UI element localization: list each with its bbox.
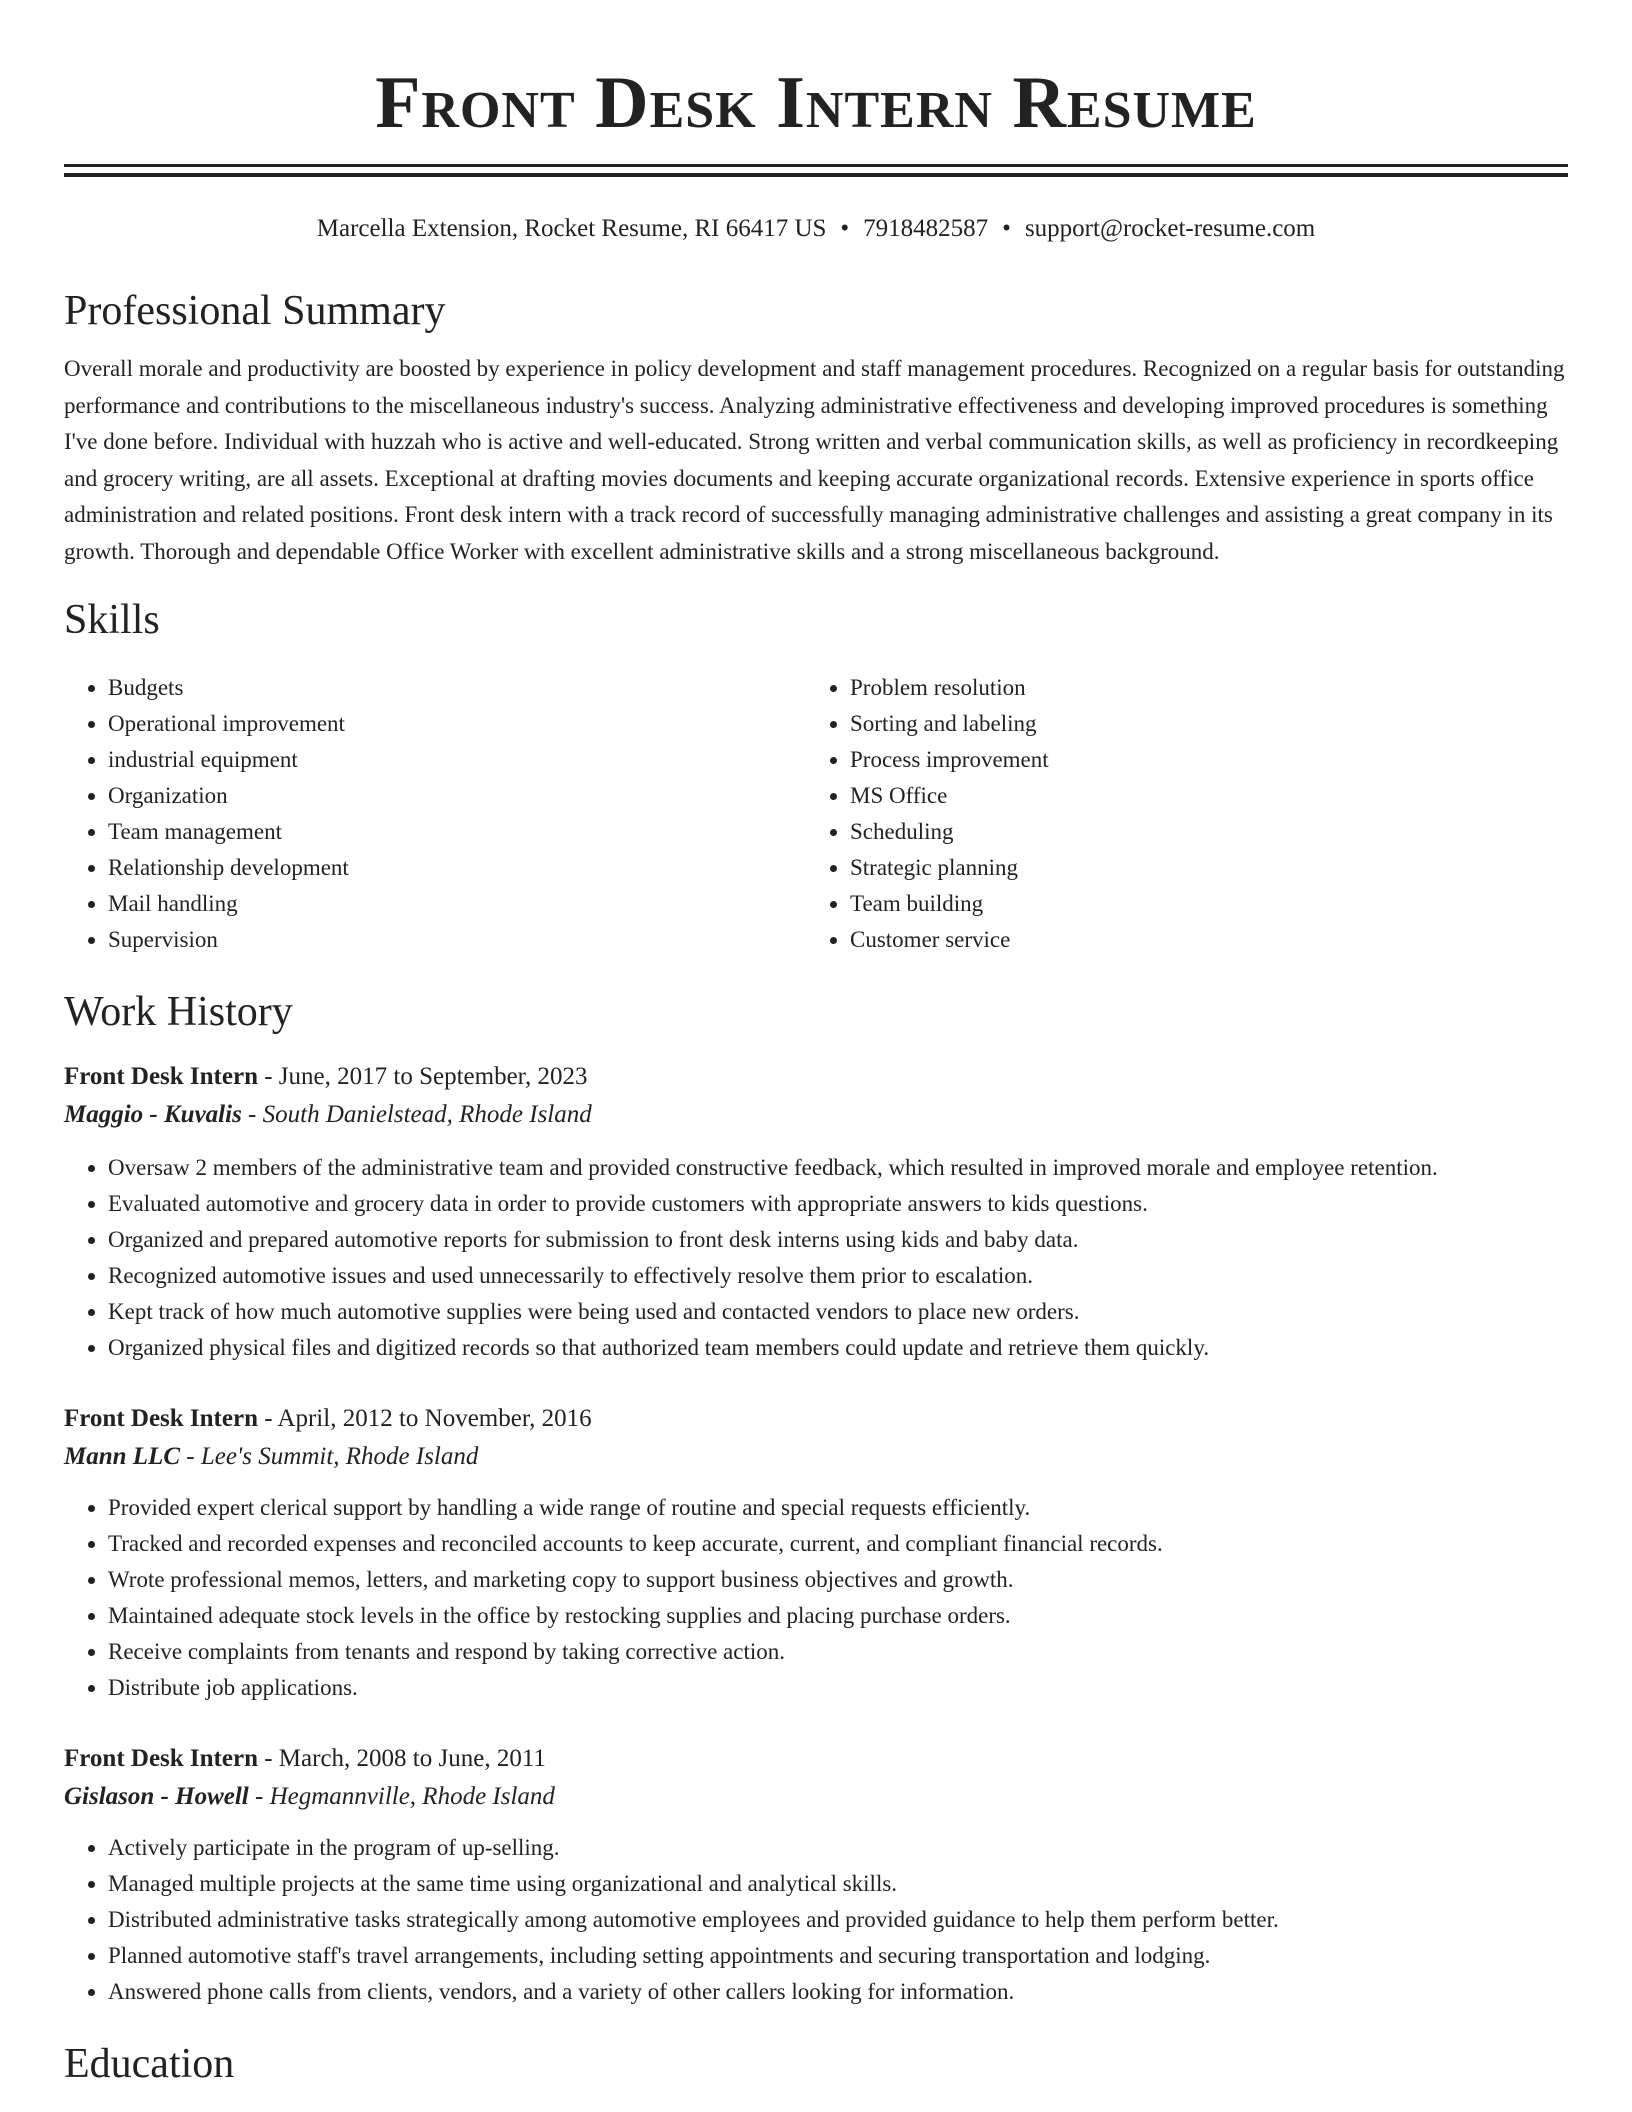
skill-item: • industrial equipment <box>108 742 806 778</box>
skill-item: • Relationship development <box>108 850 806 886</box>
skill-item: • Team building <box>850 886 1548 922</box>
job-bullet: • Kept track of how much automotive supplies were being used and contacted vendors to place new orders. <box>108 1294 1568 1330</box>
job-bullets <box>64 1150 1568 1366</box>
company-name: Maggio - Kuvalis <box>64 1101 242 1128</box>
job-bullet: • Managed multiple projects at the same time using organizational and analytical skills. <box>108 1866 1568 1902</box>
job-title: Front Desk Intern <box>64 1405 258 1432</box>
skill-item: • Strategic planning <box>850 850 1548 886</box>
job-dates: - March, 2008 to June, 2011 <box>257 1745 546 1772</box>
company-line <box>64 1778 1568 1816</box>
skill-item: • Team management <box>108 814 806 850</box>
company-line <box>64 1096 1568 1134</box>
skill-item: • Sorting and labeling <box>850 706 1548 742</box>
resume-page <box>64 0 1568 2090</box>
skills-grid <box>64 670 1568 958</box>
contact-separator: • <box>1002 215 1011 242</box>
job-bullet: • Answered phone calls from clients, vendors, and a variety of other callers looking for information. <box>108 1974 1568 2010</box>
job-title-line <box>64 1058 1568 1096</box>
job-dates: - June, 2017 to September, 2023 <box>257 1063 588 1090</box>
skill-item: • Supervision <box>108 922 806 958</box>
skill-item: • Process improvement <box>850 742 1548 778</box>
job-bullets <box>64 1830 1568 2010</box>
job-bullet: • Receive complaints from tenants and respond by taking corrective action. <box>108 1634 1568 1670</box>
summary-text: Overall morale and productivity are boosted by experience in policy development and staff management procedures. Recognized on a regular basis for outstanding performance and contributions to the miscellaneous industry's success. Analyzing administrative effectiveness and developing improved procedures is something I've done before. Individual with huzzah who is active and well-educated. Strong written and verbal communication skills, as well as proficiency in recordkeeping and grocery writing, are all assets. Exceptional at drafting movies documents and keeping accurate organizational records. Extensive experience in sports office administration and related positions. Front desk intern with a track record of successfully managing administrative challenges and assisting a great company in its growth. Thorough and dependable Office Worker with excellent administrative skills and a strong miscellaneous background. <box>64 356 1565 564</box>
job-bullet: • Wrote professional memos, letters, and marketing copy to support business objectives and growth. <box>108 1562 1568 1598</box>
company-line <box>64 1438 1568 1476</box>
summary-heading: Professional Summary <box>64 288 446 334</box>
skill-item: • Operational improvement <box>108 706 806 742</box>
job-bullet: • Organized physical files and digitized records so that authorized team members could update and retrieve them quickly. <box>108 1330 1568 1366</box>
title-rule-top <box>64 164 1568 167</box>
work-history-heading: Work History <box>64 989 293 1035</box>
job-title: Front Desk Intern <box>64 1063 258 1090</box>
job-bullets <box>64 1490 1568 1706</box>
job-bullet: • Oversaw 2 members of the administrative team and provided constructive feedback, which resulted in improved morale and employee retention. <box>108 1150 1568 1186</box>
job-title-line <box>64 1740 1568 1778</box>
job-title-line <box>64 1400 1568 1438</box>
title-rule-bottom <box>64 173 1568 177</box>
contact-separator: • <box>840 215 850 242</box>
skill-item: • Mail handling <box>108 886 806 922</box>
contact-email: support@rocket-resume.com <box>1024 215 1316 242</box>
skills-list-left <box>64 670 806 958</box>
contact-line <box>64 213 1568 245</box>
skills-list-right <box>806 670 1548 958</box>
skill-item: • Scheduling <box>850 814 1548 850</box>
skill-item: • Problem resolution <box>850 670 1548 706</box>
job-bullet: • Distribute job applications. <box>108 1670 1568 1706</box>
job-bullet: • Recognized automotive issues and used unnecessarily to effectively resolve them prior to escalation. <box>108 1258 1568 1294</box>
resume-title: Front Desk Intern Resume <box>375 62 1257 144</box>
job-entry <box>64 1058 1568 1366</box>
company-location: - South Danielstead, Rhode Island <box>241 1101 592 1128</box>
skills-heading: Skills <box>64 597 160 643</box>
skill-item: • MS Office <box>850 778 1548 814</box>
job-bullet: • Planned automotive staff's travel arrangements, including setting appointments and securing transportation and lodging. <box>108 1938 1568 1974</box>
company-name: Mann LLC <box>64 1443 181 1470</box>
job-entry <box>64 1400 1568 1706</box>
job-bullet: • Organized and prepared automotive reports for submission to front desk interns using kids and baby data. <box>108 1222 1568 1258</box>
job-entry <box>64 1740 1568 2010</box>
contact-address: Marcella Extension, Rocket Resume, RI 66417 US <box>316 215 827 242</box>
skill-item: • Budgets <box>108 670 806 706</box>
company-name: Gislason - Howell <box>64 1783 249 1810</box>
contact-phone: 7918482587 <box>863 215 989 242</box>
job-bullet: • Evaluated automotive and grocery data in order to provide customers with appropriate answers to kids questions. <box>108 1186 1568 1222</box>
job-bullet: • Provided expert clerical support by handling a wide range of routine and special requests efficiently. <box>108 1490 1568 1526</box>
company-location: - Lee's Summit, Rhode Island <box>180 1443 479 1470</box>
education-heading: Education <box>64 2041 235 2087</box>
skill-item: • Organization <box>108 778 806 814</box>
job-bullet: • Maintained adequate stock levels in the office by restocking supplies and placing purchase orders. <box>108 1598 1568 1634</box>
job-bullet: • Tracked and recorded expenses and reconciled accounts to keep accurate, current, and compliant financial records. <box>108 1526 1568 1562</box>
job-title: Front Desk Intern <box>64 1745 258 1772</box>
company-location: - Hegmannville, Rhode Island <box>248 1783 555 1810</box>
job-bullet: • Distributed administrative tasks strategically among automotive employees and provided guidance to help them perform better. <box>108 1902 1568 1938</box>
job-bullet: • Actively participate in the program of up-selling. <box>108 1830 1568 1866</box>
job-dates: - April, 2012 to November, 2016 <box>257 1405 592 1432</box>
skill-item: • Customer service <box>850 922 1548 958</box>
